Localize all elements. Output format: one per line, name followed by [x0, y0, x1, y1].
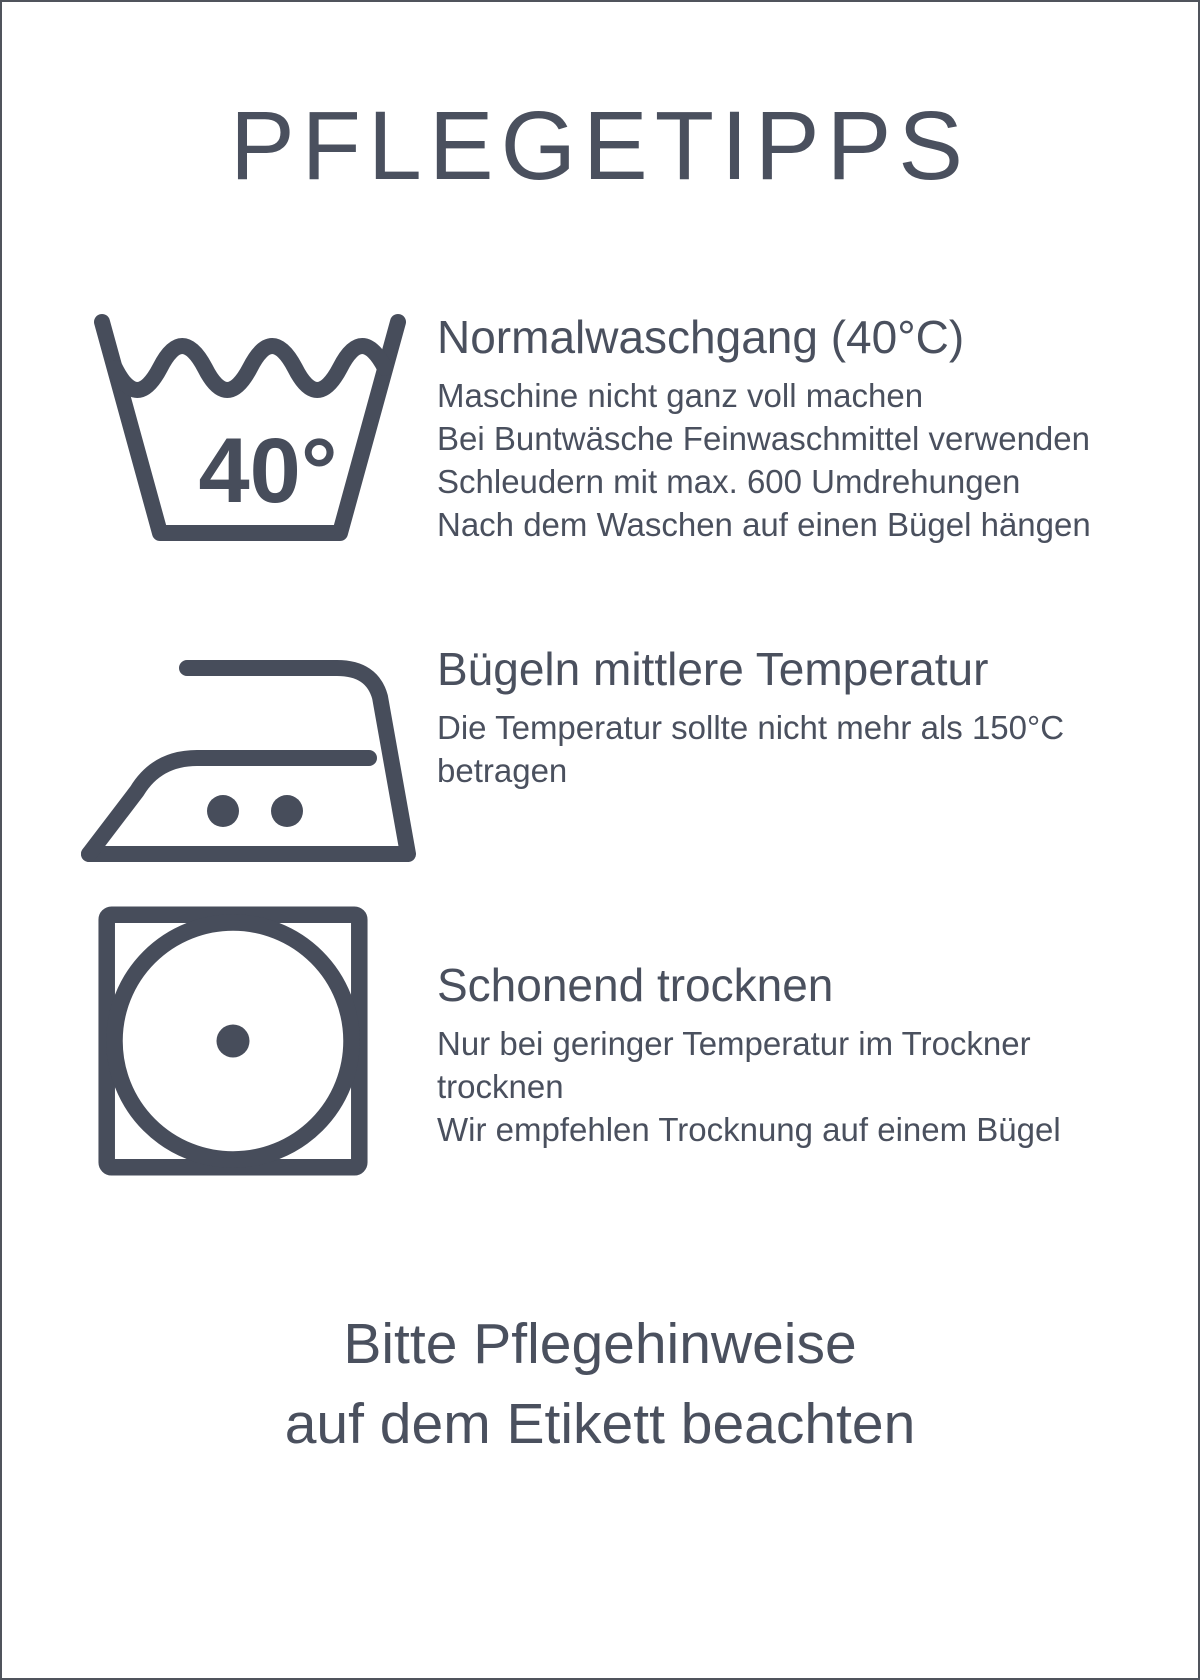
section-wash-line: Schleudern mit max. 600 Umdrehungen — [437, 463, 1021, 501]
footer-note-line: Bitte Pflegehinweise — [343, 1312, 857, 1376]
section-wash — [437, 310, 1137, 546]
section-dry — [437, 958, 1137, 1151]
section-wash-line: Nach dem Waschen auf einen Bügel hängen — [437, 506, 1091, 544]
section-iron-heading: Bügeln mittlere Temperatur — [437, 643, 989, 695]
iron-dot — [207, 795, 239, 827]
tumble-dry-low-icon — [97, 905, 369, 1177]
section-iron-line: Die Temperatur sollte nicht mehr als 150°C — [437, 709, 1065, 747]
section-iron-line: betragen — [437, 752, 568, 790]
section-wash-heading: Normalwaschgang (40°C) — [437, 311, 965, 363]
page-title: PFLEGETIPPS — [229, 91, 971, 200]
wash-temperature-label: 40° — [198, 420, 338, 522]
section-dry-line: Nur bei geringer Temperatur im Trockner — [437, 1025, 1031, 1063]
iron-dot — [271, 795, 303, 827]
section-dry-line: Wir empfehlen Trocknung auf einem Bügel — [437, 1111, 1061, 1149]
footer-note — [2, 1304, 1198, 1464]
section-dry-heading: Schonend trocknen — [437, 959, 834, 1011]
wash-water-wave — [115, 346, 385, 390]
section-iron — [437, 642, 1137, 792]
section-wash-line: Bei Buntwäsche Feinwaschmittel verwenden — [437, 420, 1090, 458]
section-wash-line: Maschine nicht ganz voll machen — [437, 377, 924, 415]
wash-40-icon — [80, 310, 420, 545]
dryer-dot — [216, 1024, 249, 1057]
section-dry-line: trocknen — [437, 1068, 564, 1106]
iron-medium-temperature-icon — [75, 650, 420, 875]
footer-note-line: auf dem Etikett beachten — [284, 1392, 916, 1456]
